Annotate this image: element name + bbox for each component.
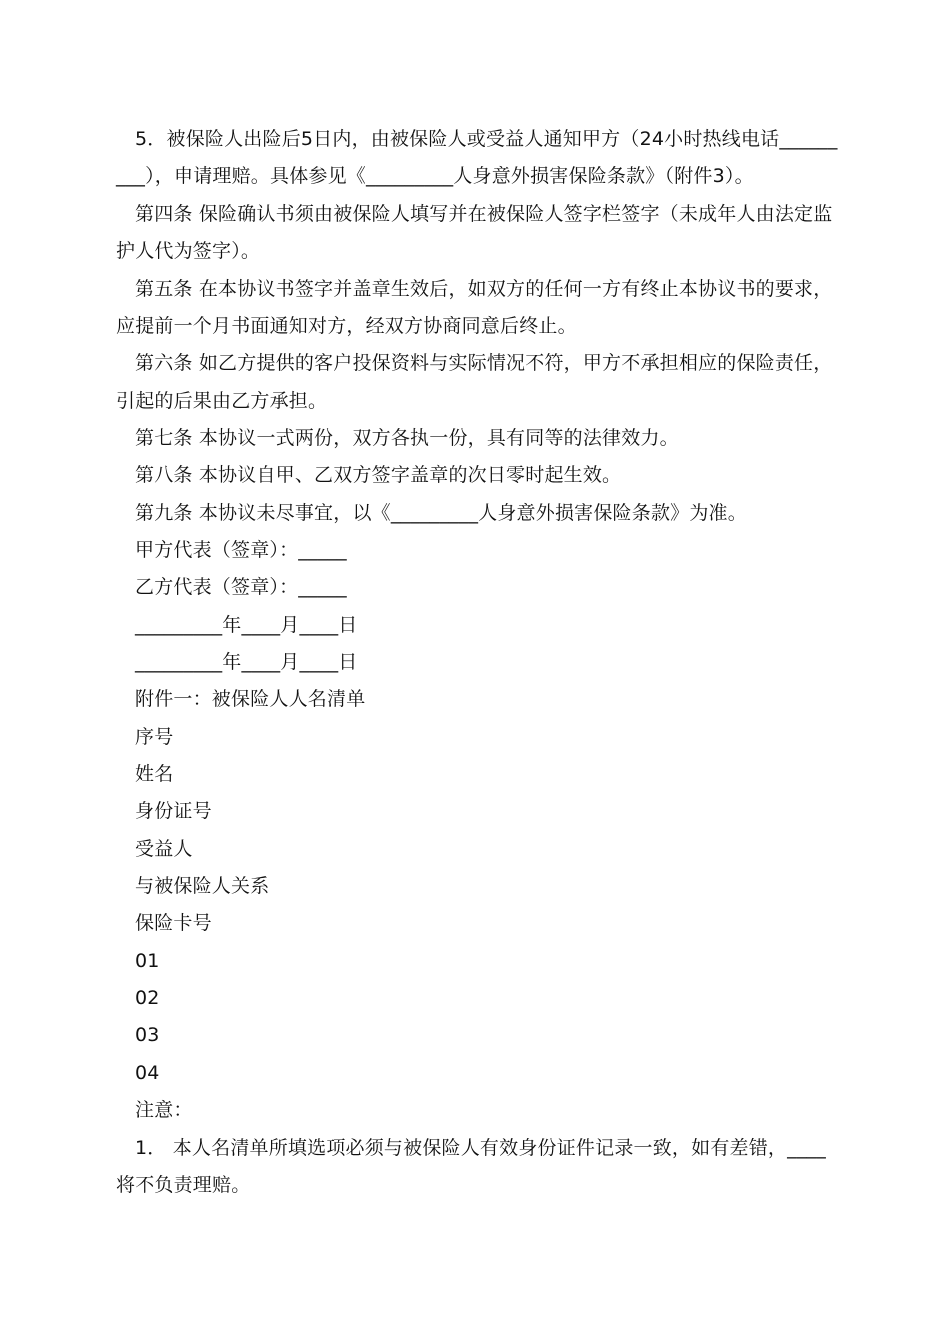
article-4-line-1: 第四条 保险确认书须由被保险人填写并在被保险人签字栏签字（未成年人由法定监 (135, 203, 833, 225)
date-line-1: _________年____月____日 (135, 614, 358, 636)
party-a-signature: 甲方代表（签章）：_____ (135, 539, 347, 561)
article-6-line-2: 引起的后果由乙方承担。 (116, 390, 328, 412)
row-number: 03 (135, 1024, 160, 1046)
clause-5-line-1: 5．被保险人出险后5日内，由被保险人或受益人通知甲方（24小时热线电话______ (135, 128, 838, 150)
row-number: 02 (135, 987, 160, 1009)
article-4-line-2: 护人代为签字）。 (116, 240, 261, 262)
column-relationship: 与被保险人关系 (135, 875, 270, 897)
column-id-number: 身份证号 (135, 800, 212, 822)
notice-item-1-line-2: 将不负责理赔。 (116, 1174, 251, 1196)
column-name: 姓名 (135, 763, 174, 785)
notice-heading: 注意： (135, 1099, 193, 1121)
article-8: 第八条 本协议自甲、乙双方签字盖章的次日零时起生效。 (135, 464, 622, 486)
party-b-signature: 乙方代表（签章）：_____ (135, 576, 347, 598)
article-5-line-2: 应提前一个月书面通知对方，经双方协商同意后终止。 (116, 315, 577, 337)
row-number: 01 (135, 950, 160, 972)
column-beneficiary: 受益人 (135, 838, 193, 860)
clause-5-line-2: ___），申请理赔。具体参见《_________人身意外损害保险条款》（附件3）。 (116, 165, 754, 187)
date-line-2: _________年____月____日 (135, 651, 358, 673)
article-5-line-1: 第五条 在本协议书签字并盖章生效后，如双方的任何一方有终止本协议书的要求， (135, 278, 833, 300)
article-6-line-1: 第六条 如乙方提供的客户投保资料与实际情况不符，甲方不承担相应的保险责任， (135, 352, 833, 374)
article-7: 第七条 本协议一式两份，双方各执一份，具有同等的法律效力。 (135, 427, 679, 449)
article-9: 第九条 本协议未尽事宜，以《_________人身意外损害保险条款》为准。 (135, 502, 747, 524)
notice-item-1-line-1: 1． 本人名清单所填选项必须与被保险人有效身份证件记录一致，如有差错，____ (135, 1137, 826, 1159)
attachment-title: 附件一：被保险人人名清单 (135, 688, 366, 710)
column-card-number: 保险卡号 (135, 912, 212, 934)
column-serial: 序号 (135, 726, 174, 748)
row-number: 04 (135, 1062, 160, 1084)
